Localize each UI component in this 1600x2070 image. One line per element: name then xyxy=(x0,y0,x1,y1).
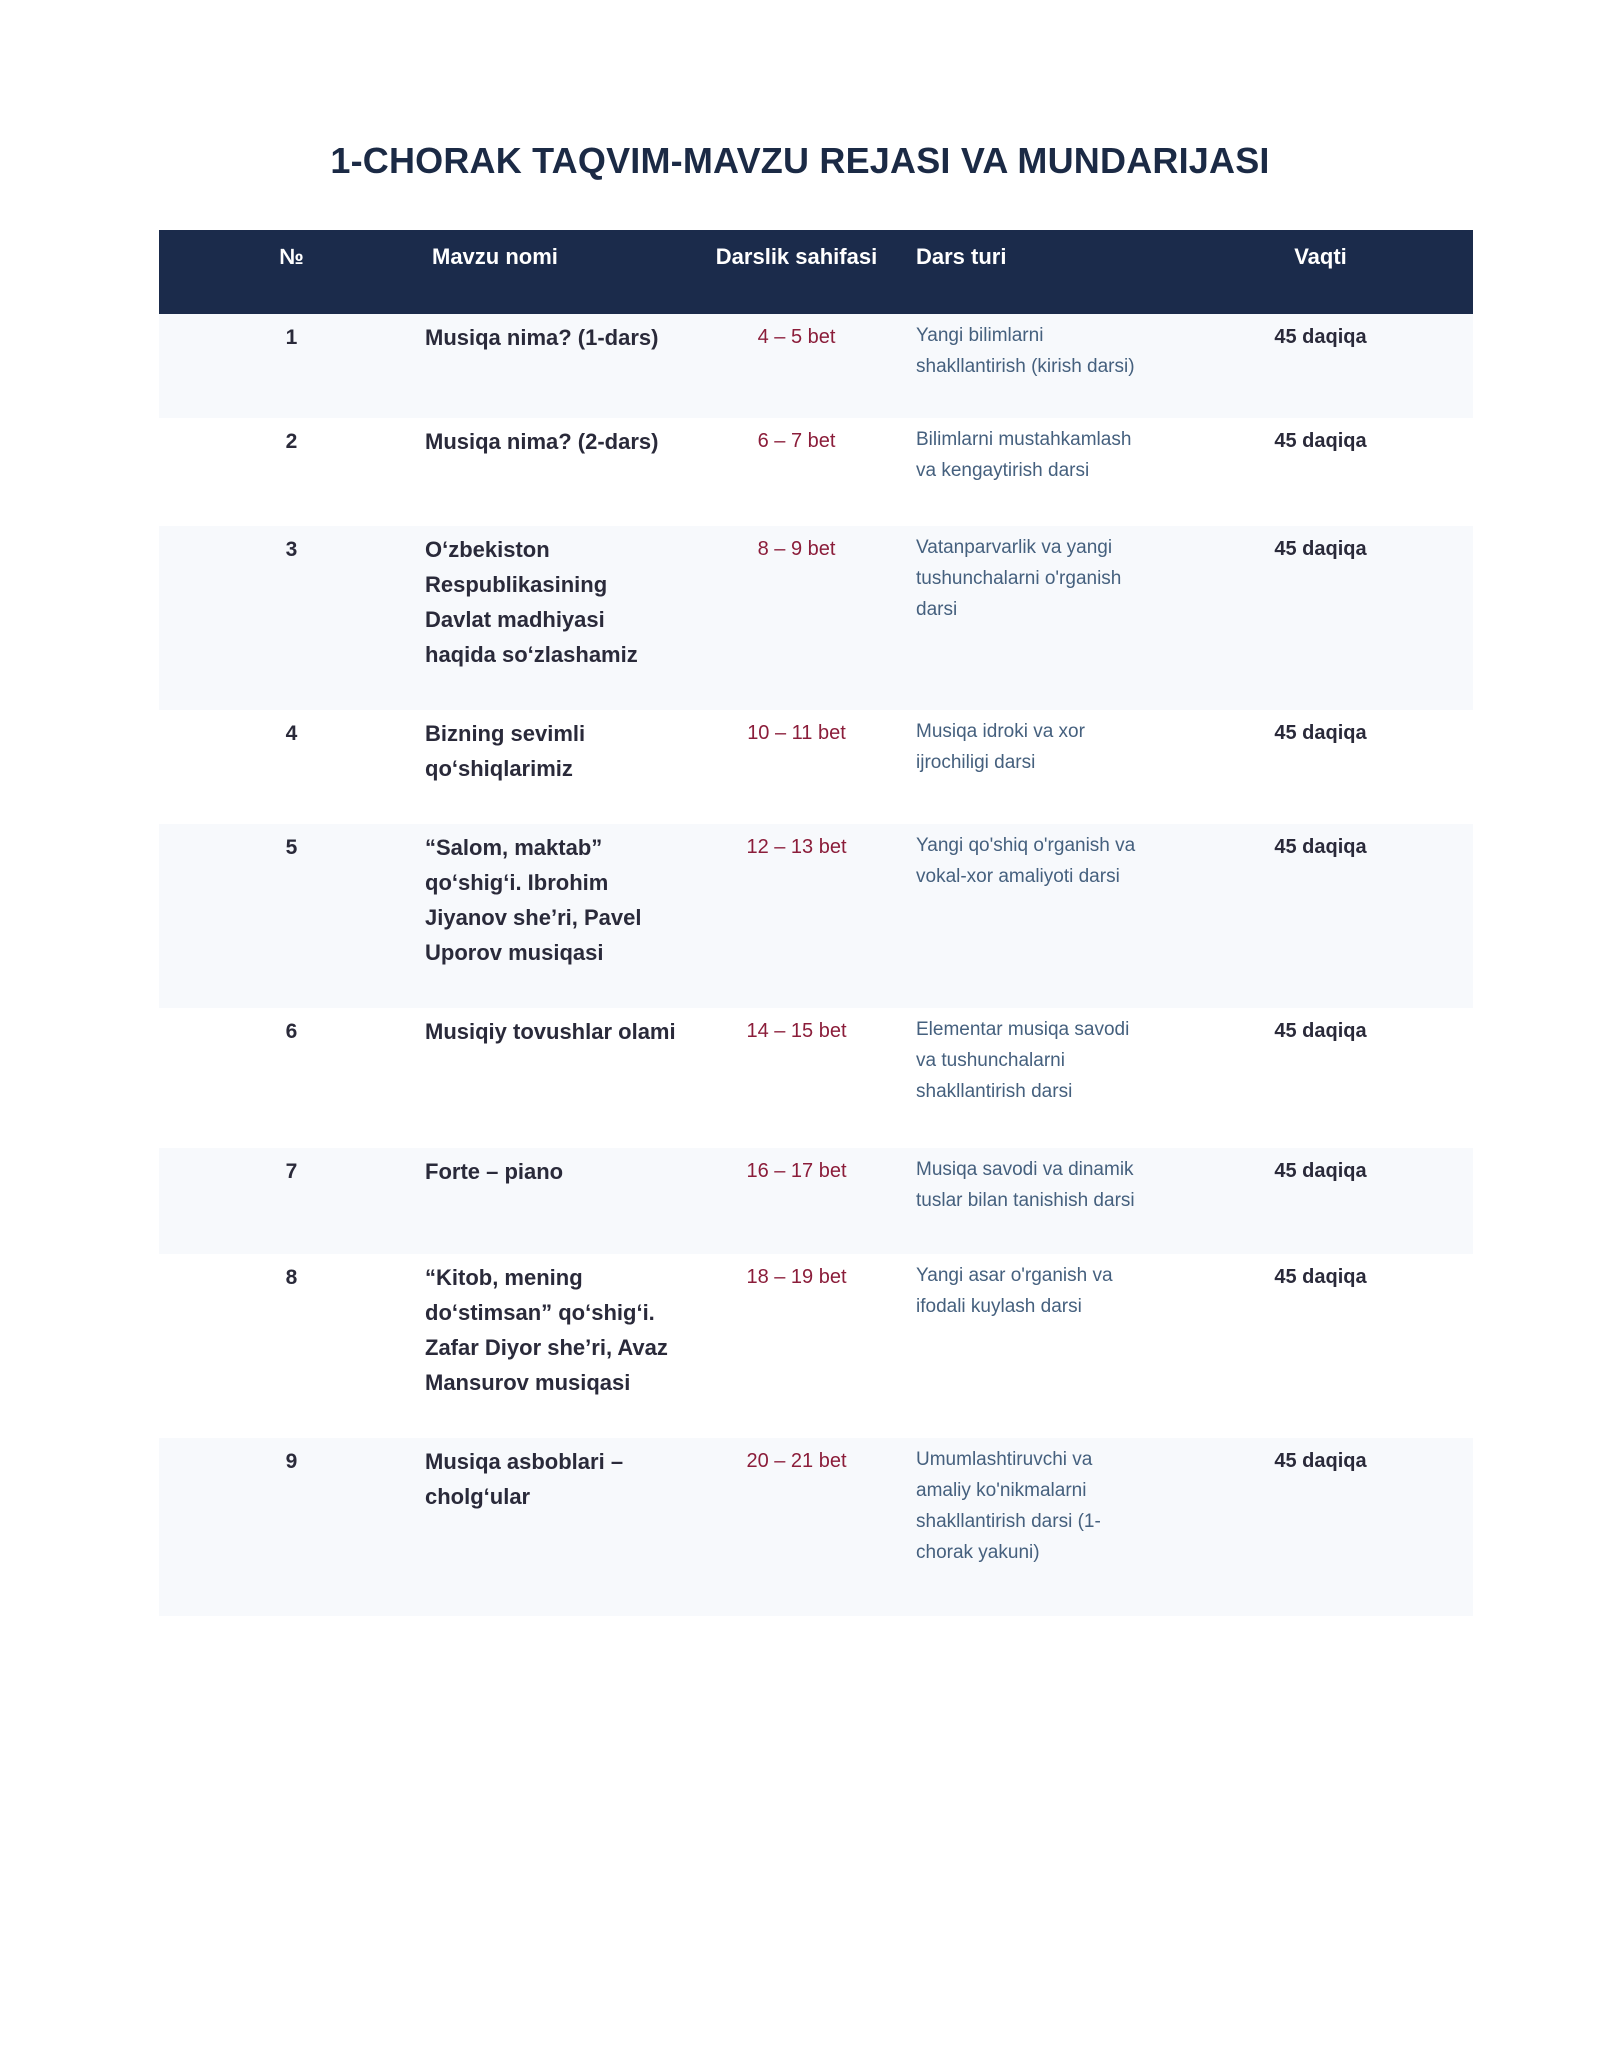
row-lesson-type: Elementar musiqa savodi va tushunchalarni shakllantirish darsi xyxy=(916,1019,1130,1102)
row-lesson-type: Vatanparvarlik va yangi tushunchalarni o'rganish darsi xyxy=(916,537,1122,620)
row-duration: 45 daqiqa xyxy=(1274,538,1367,560)
row-topic: Musiqiy tovushlar olami xyxy=(425,1019,676,1044)
header-row xyxy=(159,230,1473,314)
row-textbook-page: 8 – 9 bet xyxy=(757,538,836,560)
header-lesson-type: Dars turi xyxy=(916,244,1007,269)
row-number: 3 xyxy=(285,538,298,561)
row-duration: 45 daqiqa xyxy=(1274,836,1367,858)
row-topic: Musiqa nima? (1-dars) xyxy=(425,325,659,350)
row-textbook-page: 18 – 19 bet xyxy=(746,1266,847,1288)
row-textbook-page: 6 – 7 bet xyxy=(757,430,836,452)
table-row xyxy=(159,1254,1473,1438)
lesson-plan-table xyxy=(159,230,1473,1616)
row-textbook-page: 20 – 21 bet xyxy=(746,1450,847,1472)
header-number: № xyxy=(279,244,304,269)
row-lesson-type: Umumlashtiruvchi va amaliy ko'nikmalarni shakllantirish darsi (1-chorak yakuni) xyxy=(916,1449,1101,1563)
header-duration: Vaqti xyxy=(1294,244,1347,269)
row-topic: Forte – piano xyxy=(425,1159,564,1184)
row-lesson-type: Musiqa savodi va dinamik tuslar bilan tanishish darsi xyxy=(916,1159,1135,1211)
table-row xyxy=(159,1008,1473,1148)
table-row xyxy=(159,526,1473,710)
header-topic: Mavzu nomi xyxy=(432,244,558,269)
row-topic: Bizning sevimli qo‘shiqlarimiz xyxy=(425,721,586,781)
header-textbook-page: Darslik sahifasi xyxy=(715,244,878,269)
row-topic: Musiqa asboblari – cholg‘ular xyxy=(425,1449,624,1509)
row-number: 6 xyxy=(285,1020,298,1043)
row-duration: 45 daqiqa xyxy=(1274,1020,1367,1042)
row-lesson-type: Yangi asar o'rganish va ifodali kuylash darsi xyxy=(916,1265,1113,1317)
table-body xyxy=(159,314,1473,1616)
table-row xyxy=(159,1148,1473,1254)
row-topic: “Salom, maktab” qo‘shig‘i. Ibrohim Jiyanov she’ri, Pavel Uporov musiqasi xyxy=(425,835,642,965)
table-row xyxy=(159,710,1473,824)
row-duration: 45 daqiqa xyxy=(1274,1160,1367,1182)
row-topic: Musiqa nima? (2-dars) xyxy=(425,429,659,454)
page-title: 1-CHORAK TAQVIM-MAVZU REJASI VA MUNDARIJASI xyxy=(330,140,1270,181)
table-row xyxy=(159,824,1473,1008)
row-duration: 45 daqiqa xyxy=(1274,1450,1367,1472)
row-number: 8 xyxy=(285,1266,298,1289)
row-number: 5 xyxy=(285,836,298,859)
row-lesson-type: Bilimlarni mustahkamlash va kengaytirish darsi xyxy=(916,429,1132,481)
lesson-plan-table-wrapper xyxy=(159,230,1473,1616)
row-topic: “Kitob, mening do‘stimsan” qo‘shig‘i. Zafar Diyor she’ri, Avaz Mansurov musiqasi xyxy=(425,1265,668,1395)
row-lesson-type: Yangi bilimlarni shakllantirish (kirish darsi) xyxy=(916,325,1135,377)
row-duration: 45 daqiqa xyxy=(1274,430,1367,452)
row-number: 4 xyxy=(285,722,298,745)
table-row xyxy=(159,1438,1473,1616)
row-lesson-type: Musiqa idroki va xor ijrochiligi darsi xyxy=(916,721,1085,773)
row-textbook-page: 14 – 15 bet xyxy=(746,1020,847,1042)
table-row xyxy=(159,314,1473,418)
row-number: 1 xyxy=(285,326,298,349)
row-textbook-page: 4 – 5 bet xyxy=(757,326,836,348)
row-duration: 45 daqiqa xyxy=(1274,722,1367,744)
table-row xyxy=(159,418,1473,526)
row-lesson-type: Yangi qo'shiq o'rganish va vokal-xor amaliyoti darsi xyxy=(916,835,1136,887)
row-number: 2 xyxy=(285,430,298,453)
row-duration: 45 daqiqa xyxy=(1274,326,1367,348)
row-number: 7 xyxy=(285,1160,298,1183)
row-number: 9 xyxy=(285,1450,298,1473)
row-textbook-page: 12 – 13 bet xyxy=(746,836,847,858)
row-textbook-page: 16 – 17 bet xyxy=(746,1160,847,1182)
row-textbook-page: 10 – 11 bet xyxy=(747,722,846,744)
table-header xyxy=(159,230,1473,314)
row-duration: 45 daqiqa xyxy=(1274,1266,1367,1288)
row-topic: O‘zbekiston Respublikasining Davlat madhiyasi haqida so‘zlashamiz xyxy=(425,537,638,667)
